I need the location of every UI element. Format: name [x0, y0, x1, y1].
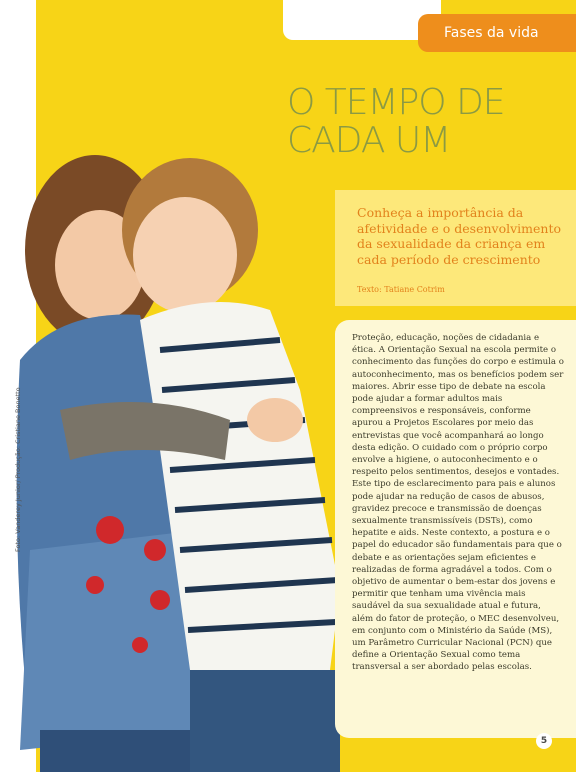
article-author: Texto: Tatiane Cotrim: [357, 285, 445, 294]
boy-face: [133, 197, 237, 313]
flower-1: [96, 516, 124, 544]
flower-3: [86, 576, 104, 594]
children-hugging-photo: [0, 130, 350, 772]
photo-credit-text: Foto: Vanderey Junior/ Produção: Cristiane Bonetto: [14, 387, 22, 552]
photo-illustration: [0, 130, 350, 772]
title-line-2: CADA UM: [287, 120, 451, 161]
jeans: [40, 730, 200, 772]
girl-hand: [247, 398, 303, 442]
flower-5: [132, 637, 148, 653]
flower-2: [144, 539, 166, 561]
title-line-1: O TEMPO DE: [287, 82, 505, 123]
boy-jeans: [190, 670, 340, 772]
section-tab: Fases da vida: [418, 14, 576, 52]
photo-credit: [14, 372, 24, 552]
article-lead: Conheça a importância da afetividade e o desenvolvimento da sexualidade da criança em cada período de crescimento: [357, 205, 562, 267]
flower-4: [150, 590, 170, 610]
article-body: Proteção, educação, noções de cidadania e ética. A Orientação Sexual na escola permite o conhecimento das funções do corpo e estimula o autoconhecimento, mas os benefícios podem ser maiores. Abrir esse tipo de debate na escola pode ajudar a formar adultos mais compreensivos e responsáveis, conforme apurou a Projetos Escolares por meio das entrevistas que você acompanhará ao longo desta edição. O cuidado com o próprio corpo envolve a higiene, o autoconhecimento e o respeito pelos sentimentos, desejos e vontades. Este tipo de esclarecimento para pais e alunos pode ajudar na redução de casos de abusos, gravidez precoce e transmissão de doenças sexualmente transmissíveis (DSTs), como hepatite e aids. Neste contexto, a postura e o papel do educador são fundamentais para que o debate e as orientações sejam eficientes e realizadas de forma agradável a todos. Com o objetivo de aumentar o bem-estar dos jovens e permitir que tenham uma vivência mais saudável da sua sexualidade atual e futura, além do fator de proteção, o MEC desenvolveu, em conjunto com o Ministério da Saúde (MS), um Parâmetro Curricular Nacional (PCN) que define a Orientação Sexual como tema transversal a ser abordado pelas escolas.: [352, 333, 564, 673]
page-number: 5: [536, 733, 552, 749]
